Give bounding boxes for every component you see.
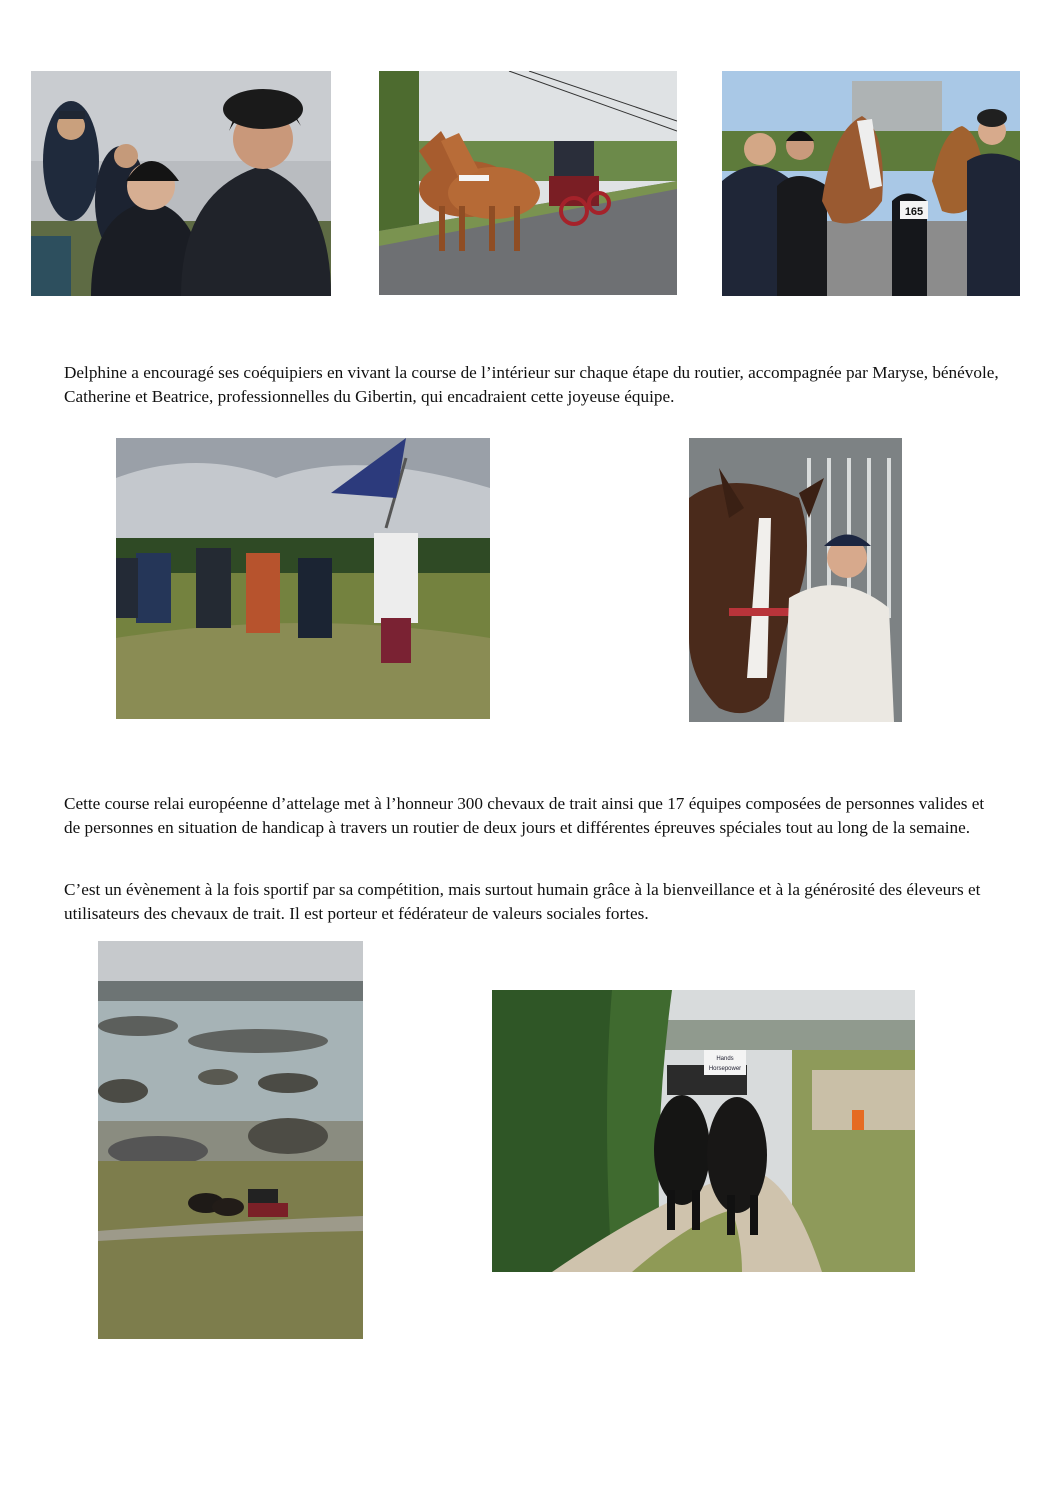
photo-group-with-flag (116, 438, 490, 719)
plaque-text-line1: Hands (716, 1056, 734, 1062)
photo-woman-with-horse-stable (689, 438, 902, 722)
paragraph-delphine: Delphine a encouragé ses coéquipiers en vivant la course de l’intérieur sur chaque étape du routier, accompagnée par Maryse, bénévole, Catherine et Beatrice, professionnelles du Gibertin, qui encadraient cette joyeuse équipe. (64, 363, 999, 406)
paragraph-evenement: C’est un évènement à la fois sportif par sa compétition, mais surtout humain grâce à la bienveillance et à la générosité des éleveurs et utilisateurs des chevaux de trait. Il est porteur et fédérateur de valeurs sociales fortes. (64, 880, 981, 923)
bib-number: 165 (904, 206, 924, 218)
photo-team-with-horses (722, 71, 1020, 296)
photo-carriage-on-path (492, 990, 915, 1272)
plaque-text-line2: Horsepower (708, 1066, 742, 1072)
paragraph-course-relai: Cette course relai européenne d’attelage met à l’honneur 300 chevaux de trait ainsi que 17 équipes composées de personnes valides et de personnes en situation de handicap à travers un routier de deux jours et différentes épreuves spéciales tout au long de la semaine. (64, 794, 985, 837)
photo-horses-carriage-road (379, 71, 677, 295)
photo-rider-and-delphine (31, 71, 331, 296)
photo-coastal-carriage (98, 941, 363, 1339)
